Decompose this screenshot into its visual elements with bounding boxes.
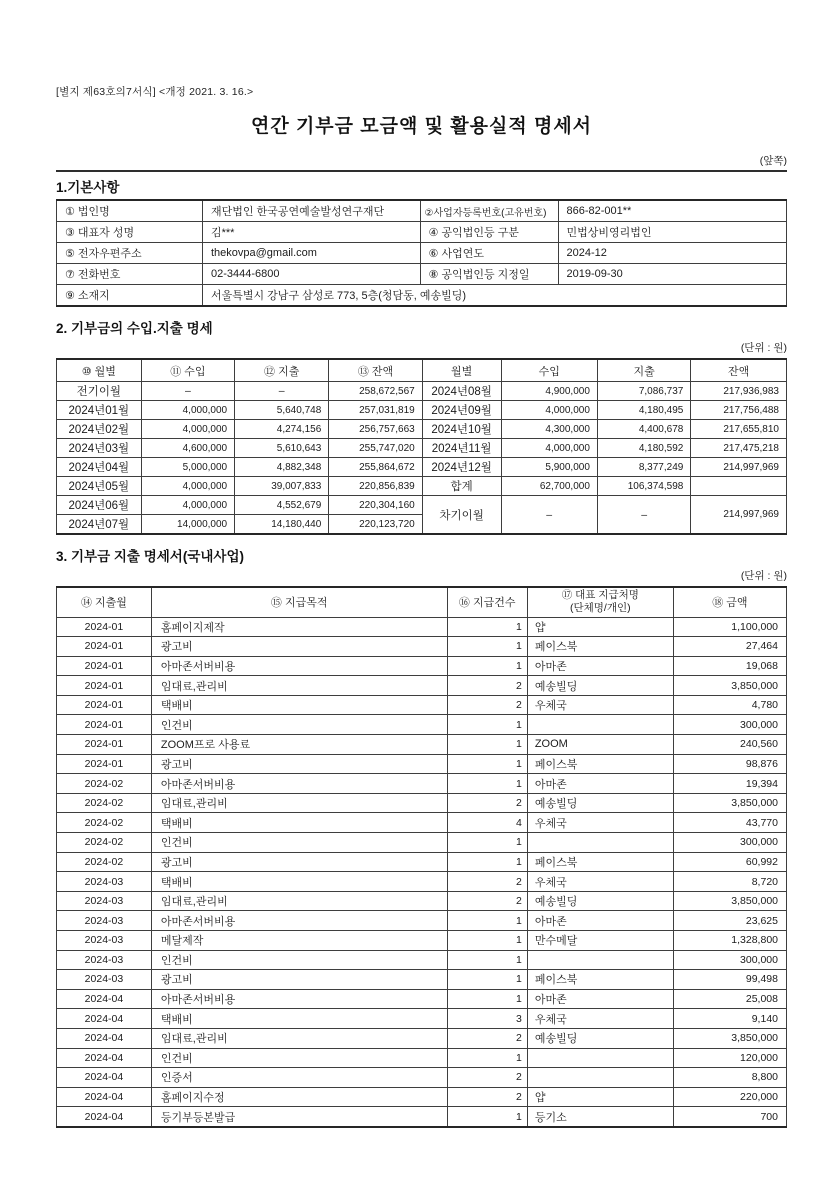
table-cell: 예송빌딩 — [527, 891, 673, 911]
table-cell: 217,475,218 — [691, 439, 787, 458]
col-header-amount: ⑱ 금액 — [673, 587, 786, 617]
col-header-expense-1: ⑫ 지출 — [235, 359, 329, 382]
table-cell: 2024년04월 — [57, 458, 142, 477]
table-row — [57, 950, 787, 970]
table-row — [57, 715, 787, 735]
section2-unit-label: (단위 : 원) — [740, 342, 787, 354]
table-row — [57, 1087, 787, 1107]
income-expense-table — [56, 358, 787, 535]
table-cell: 7,086,737 — [597, 382, 690, 401]
table-cell: 9,140 — [673, 1009, 786, 1029]
table-row — [57, 872, 787, 892]
table-cell: 19,068 — [673, 656, 786, 676]
table-cell: 1 — [447, 1107, 527, 1127]
section3-unit-label: (단위 : 원) — [740, 570, 787, 582]
table-cell: 4,900,000 — [501, 382, 597, 401]
table-cell: 2024-01 — [57, 715, 152, 735]
table-cell: 2024년02월 — [57, 420, 142, 439]
table-cell: 220,856,839 — [329, 477, 422, 496]
table-cell: 예송빌딩 — [527, 1028, 673, 1048]
table-cell: 2 — [447, 872, 527, 892]
table-cell: 220,000 — [673, 1087, 786, 1107]
table-cell: 2024-01 — [57, 617, 152, 637]
col-header-month-1: ⑩ 월별 — [57, 359, 142, 382]
header-row — [57, 359, 787, 382]
table-cell: 페이스북 — [527, 754, 673, 774]
table-cell: 만수메달 — [527, 931, 673, 951]
table-row — [57, 676, 787, 696]
table-cell: 4 — [447, 813, 527, 833]
table-cell — [527, 833, 673, 853]
table-cell: 예송빌딩 — [527, 676, 673, 696]
table-cell: 1 — [447, 617, 527, 637]
col-header-payee — [527, 587, 673, 617]
table-cell: 1 — [447, 735, 527, 755]
table-cell — [527, 715, 673, 735]
table-cell: 25,008 — [673, 989, 786, 1009]
table-cell: ⑥ 사업연도 — [420, 243, 558, 264]
table-row — [57, 833, 787, 853]
table-cell: 인증서 — [151, 1068, 447, 1088]
table-row — [57, 401, 787, 420]
table-row — [57, 420, 787, 439]
table-cell: 인건비 — [151, 715, 447, 735]
table-cell: 민법상비영리법인 — [558, 222, 787, 243]
table-cell: 4,600,000 — [141, 439, 234, 458]
table-cell: 106,374,598 — [597, 477, 690, 496]
table-row — [57, 458, 787, 477]
table-row — [57, 793, 787, 813]
table-cell: 2024년12월 — [422, 458, 501, 477]
table-cell: 3 — [447, 1009, 527, 1029]
table-cell: 4,000,000 — [501, 401, 597, 420]
table-cell: 임대료,관리비 — [151, 676, 447, 696]
table-row — [57, 735, 787, 755]
table-cell: 4,400,678 — [597, 420, 690, 439]
table-cell: 4,180,495 — [597, 401, 690, 420]
section1-title: 1.기본사항 — [56, 180, 120, 195]
table-cell: 택배비 — [151, 872, 447, 892]
table-row — [57, 382, 787, 401]
table-cell: 2024년08월 — [422, 382, 501, 401]
table-cell: 1 — [447, 754, 527, 774]
table-cell: 217,936,983 — [691, 382, 787, 401]
table-cell: 아마존 — [527, 656, 673, 676]
table-cell: 2 — [447, 1028, 527, 1048]
col-header-balance-2: 잔액 — [691, 359, 787, 382]
table-cell: 2024년03월 — [57, 439, 142, 458]
table-row — [57, 911, 787, 931]
table-cell: 우체국 — [527, 1009, 673, 1029]
table-row — [57, 637, 787, 657]
table-row — [57, 695, 787, 715]
col-header-payee-line1: ⑰ 대표 지급처명 — [561, 589, 639, 602]
table-cell: 2024-02 — [57, 852, 152, 872]
table-cell: 2024년05월 — [57, 477, 142, 496]
table-cell: 8,800 — [673, 1068, 786, 1088]
table-cell: 임대료,관리비 — [151, 891, 447, 911]
table-cell: 4,552,679 — [235, 496, 329, 515]
table-row — [57, 754, 787, 774]
table-cell: 2 — [447, 1068, 527, 1088]
col-header-payee-line2: (단체명/개인) — [570, 602, 631, 615]
table-cell: 2024-03 — [57, 931, 152, 951]
table-cell: 214,997,969 — [691, 458, 787, 477]
table-cell: 2024년07월 — [57, 515, 142, 535]
table-cell: 2024-01 — [57, 656, 152, 676]
col-header-expense-2: 지출 — [597, 359, 690, 382]
table-cell: 120,000 — [673, 1048, 786, 1068]
table-cell — [527, 1048, 673, 1068]
table-cell: ZOOM프로 사용료 — [151, 735, 447, 755]
table-row — [57, 852, 787, 872]
table-cell: 2024-02 — [57, 833, 152, 853]
table-cell: 2024년09월 — [422, 401, 501, 420]
table-cell: 2024-04 — [57, 1009, 152, 1029]
table-cell: 99,498 — [673, 970, 786, 990]
table-cell: 우체국 — [527, 813, 673, 833]
table-cell: ① 법인명 — [57, 200, 203, 222]
table-cell: 1 — [447, 774, 527, 794]
table-cell: 페이스북 — [527, 852, 673, 872]
table-row — [57, 989, 787, 1009]
table-cell: 8,720 — [673, 872, 786, 892]
table-cell: 2 — [447, 891, 527, 911]
table-row — [57, 264, 787, 285]
table-cell: 300,000 — [673, 833, 786, 853]
table-cell: 2024-02 — [57, 793, 152, 813]
table-cell: ③ 대표자 성명 — [57, 222, 203, 243]
table-cell — [691, 477, 787, 496]
col-header-expense-month: ⑭ 지출월 — [57, 587, 152, 617]
table-cell: 4,000,000 — [141, 477, 234, 496]
table-cell: 얍 — [527, 617, 673, 637]
table-cell: 3,850,000 — [673, 1028, 786, 1048]
table-cell: 2024-01 — [57, 754, 152, 774]
table-cell: 2024-04 — [57, 1048, 152, 1068]
table-row — [57, 1068, 787, 1088]
table-cell: 1 — [447, 931, 527, 951]
table-cell: ⑨ 소재지 — [57, 285, 203, 307]
table-cell: 255,747,020 — [329, 439, 422, 458]
table-cell: 300,000 — [673, 950, 786, 970]
table-row — [57, 891, 787, 911]
table-cell: 14,000,000 — [141, 515, 234, 535]
table-cell: 1 — [447, 970, 527, 990]
table-cell: ④ 공익법인등 구분 — [420, 222, 558, 243]
table-cell: 광고비 — [151, 852, 447, 872]
table-cell: 5,640,748 — [235, 401, 329, 420]
col-header-balance-1: ⑬ 잔액 — [329, 359, 422, 382]
table-cell: 700 — [673, 1107, 786, 1127]
table-cell: 4,180,592 — [597, 439, 690, 458]
table-cell: 2024-01 — [57, 695, 152, 715]
table-cell: 택배비 — [151, 813, 447, 833]
table-cell: 2024-01 — [57, 637, 152, 657]
table-cell: 1 — [447, 637, 527, 657]
table-cell: 우체국 — [527, 695, 673, 715]
table-cell: 217,655,810 — [691, 420, 787, 439]
table-row — [57, 1107, 787, 1127]
table-cell: 5,900,000 — [501, 458, 597, 477]
table-cell: 택배비 — [151, 1009, 447, 1029]
table-cell: 1 — [447, 911, 527, 931]
table-cell: 866-82-001** — [558, 200, 787, 222]
table-cell: 43,770 — [673, 813, 786, 833]
table-cell: 27,464 — [673, 637, 786, 657]
col-header-purpose: ⑮ 지급목적 — [151, 587, 447, 617]
table-cell: thekovpa@gmail.com — [203, 243, 421, 264]
expense-detail-table — [56, 586, 787, 1128]
table-cell: ⑧ 공익법인등 지정일 — [420, 264, 558, 285]
table-cell: ②사업자등록번호(고유번호) — [420, 200, 558, 222]
table-cell: 2024-04 — [57, 1028, 152, 1048]
table-cell: 4,882,348 — [235, 458, 329, 477]
table-cell: 임대료,관리비 — [151, 793, 447, 813]
table-cell: ⑦ 전화번호 — [57, 264, 203, 285]
table-cell: 2 — [447, 695, 527, 715]
table-cell: 2024-03 — [57, 950, 152, 970]
table-row — [57, 774, 787, 794]
table-cell: 서울특별시 강남구 삼성로 773, 5층(청담동, 예송빌딩) — [203, 285, 787, 307]
table-cell: 인건비 — [151, 1048, 447, 1068]
table-cell: 220,123,720 — [329, 515, 422, 535]
table-cell: 1 — [447, 656, 527, 676]
table-cell: 2024-12 — [558, 243, 787, 264]
table-cell: 아마존 — [527, 774, 673, 794]
table-cell: 240,560 — [673, 735, 786, 755]
table-cell: 258,672,567 — [329, 382, 422, 401]
table-row — [57, 1048, 787, 1068]
table-cell: 4,780 — [673, 695, 786, 715]
table-cell: 3,850,000 — [673, 676, 786, 696]
section3-title: 3. 기부금 지출 명세서(국내사업) — [56, 549, 244, 564]
table-cell: 등기소 — [527, 1107, 673, 1127]
table-cell: 광고비 — [151, 754, 447, 774]
table-cell: 1 — [447, 833, 527, 853]
table-cell: 2024년11월 — [422, 439, 501, 458]
table-cell — [527, 950, 673, 970]
table-cell: ZOOM — [527, 735, 673, 755]
table-cell: 1,328,800 — [673, 931, 786, 951]
table-cell: 5,000,000 — [141, 458, 234, 477]
table-cell: ⑤ 전자우편주소 — [57, 243, 203, 264]
table-cell: 2024-03 — [57, 911, 152, 931]
table-cell: 2024-03 — [57, 970, 152, 990]
table-cell: – — [597, 496, 690, 535]
table-cell: 39,007,833 — [235, 477, 329, 496]
table-row — [57, 970, 787, 990]
table-cell: 214,997,969 — [691, 496, 787, 535]
table-cell: 홈페이지제작 — [151, 617, 447, 637]
table-cell: 8,377,249 — [597, 458, 690, 477]
table-cell: 김*** — [203, 222, 421, 243]
table-cell: 페이스북 — [527, 970, 673, 990]
table-cell: 2024-01 — [57, 735, 152, 755]
table-cell: 2 — [447, 1087, 527, 1107]
table-cell: 4,000,000 — [141, 496, 234, 515]
table-row — [57, 1028, 787, 1048]
table-cell: 4,000,000 — [141, 401, 234, 420]
col-header-income-2: 수입 — [501, 359, 597, 382]
table-cell: 2024년10월 — [422, 420, 501, 439]
table-row — [57, 1009, 787, 1029]
table-row — [57, 222, 787, 243]
table-cell: 257,031,819 — [329, 401, 422, 420]
table-cell: 220,304,160 — [329, 496, 422, 515]
table-row — [57, 617, 787, 637]
table-cell: 우체국 — [527, 872, 673, 892]
table-cell: 광고비 — [151, 970, 447, 990]
table-cell: 2024-04 — [57, 1087, 152, 1107]
table-cell: 합계 — [422, 477, 501, 496]
table-cell: 1 — [447, 989, 527, 1009]
table-cell: 페이스북 — [527, 637, 673, 657]
table-row — [57, 439, 787, 458]
table-cell: 메달제작 — [151, 931, 447, 951]
table-cell: 2024-04 — [57, 1107, 152, 1127]
table-cell: 2024-04 — [57, 1068, 152, 1088]
table-cell: 14,180,440 — [235, 515, 329, 535]
table-cell: 5,610,643 — [235, 439, 329, 458]
table-row — [57, 496, 787, 515]
table-cell: 256,757,663 — [329, 420, 422, 439]
table-row — [57, 813, 787, 833]
table-cell: 아마존서버비용 — [151, 989, 447, 1009]
table-row — [57, 931, 787, 951]
table-row — [57, 477, 787, 496]
table-cell: 얍 — [527, 1087, 673, 1107]
table-cell: 2024-04 — [57, 989, 152, 1009]
table-cell: 1 — [447, 715, 527, 735]
table-cell: 02-3444-6800 — [203, 264, 421, 285]
header-row — [57, 587, 787, 617]
table-cell: 등기부등본발급 — [151, 1107, 447, 1127]
table-cell: 1 — [447, 950, 527, 970]
table-cell: 2019-09-30 — [558, 264, 787, 285]
table-cell: 2024-01 — [57, 676, 152, 696]
table-cell: 3,850,000 — [673, 891, 786, 911]
table-cell: 1 — [447, 852, 527, 872]
table-cell: 23,625 — [673, 911, 786, 931]
table-cell: 19,394 — [673, 774, 786, 794]
table-cell: 4,300,000 — [501, 420, 597, 439]
table-cell: 1 — [447, 1048, 527, 1068]
table-cell: 2024년01월 — [57, 401, 142, 420]
table-row — [57, 656, 787, 676]
table-cell: 예송빌딩 — [527, 793, 673, 813]
table-cell: 아마존서버비용 — [151, 911, 447, 931]
basic-info-table — [56, 199, 787, 307]
table-cell: 전기이월 — [57, 382, 142, 401]
table-cell: – — [501, 496, 597, 535]
table-cell: 3,850,000 — [673, 793, 786, 813]
table-cell: 아마존서버비용 — [151, 656, 447, 676]
table-cell: 2024-02 — [57, 813, 152, 833]
table-cell: 임대료,관리비 — [151, 1028, 447, 1048]
table-cell: 홈페이지수정 — [151, 1087, 447, 1107]
table-cell — [527, 1068, 673, 1088]
col-header-count: ⑯ 지급건수 — [447, 587, 527, 617]
table-cell: 재단법인 한국공연예술발성연구재단 — [203, 200, 421, 222]
table-cell: 아마존 — [527, 911, 673, 931]
table-cell: 택배비 — [151, 695, 447, 715]
table-cell: 300,000 — [673, 715, 786, 735]
table-cell: 차기이월 — [422, 496, 501, 535]
table-row — [57, 243, 787, 264]
table-cell: 2 — [447, 793, 527, 813]
col-header-month-2: 월별 — [422, 359, 501, 382]
table-cell: 2024-03 — [57, 891, 152, 911]
table-cell: 2024년06월 — [57, 496, 142, 515]
table-cell: 4,000,000 — [501, 439, 597, 458]
table-cell: 2024-03 — [57, 872, 152, 892]
table-cell: 광고비 — [151, 637, 447, 657]
table-cell: 255,864,672 — [329, 458, 422, 477]
table-cell: – — [141, 382, 234, 401]
table-cell: 4,274,156 — [235, 420, 329, 439]
table-cell: – — [235, 382, 329, 401]
table-row — [57, 200, 787, 222]
table-row — [57, 285, 787, 307]
table-cell: 2024-02 — [57, 774, 152, 794]
table-cell: 4,000,000 — [141, 420, 234, 439]
page-title: 연간 기부금 모금액 및 활용실적 명세서 — [250, 116, 593, 137]
table-cell: 217,756,488 — [691, 401, 787, 420]
table-cell: 1,100,000 — [673, 617, 786, 637]
section2-title: 2. 기부금의 수입.지출 명세 — [56, 321, 213, 336]
col-header-income-1: ⑪ 수입 — [141, 359, 234, 382]
table-cell: 2 — [447, 676, 527, 696]
table-cell: 60,992 — [673, 852, 786, 872]
table-cell: 98,876 — [673, 754, 786, 774]
table-cell: 아마존 — [527, 989, 673, 1009]
form-reference: [별지 제63호의7서식] <개정 2021. 3. 16.> — [56, 86, 254, 98]
table-cell: 아마존서버비용 — [151, 774, 447, 794]
table-cell: 62,700,000 — [501, 477, 597, 496]
table-cell: 인건비 — [151, 950, 447, 970]
side-label: (앞쪽) — [759, 155, 787, 167]
table-cell: 인건비 — [151, 833, 447, 853]
